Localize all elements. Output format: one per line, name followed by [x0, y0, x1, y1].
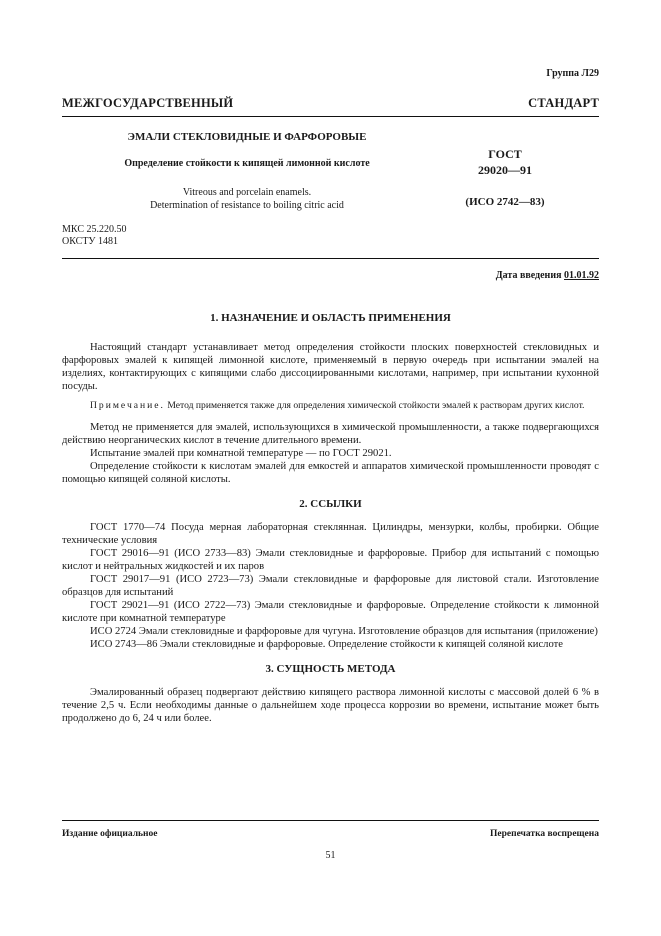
english-title-line-2: Determination of resistance to boiling citric acid	[150, 200, 344, 211]
document-title: ЭМАЛИ СТЕКЛОВИДНЫЕ И ФАРФОРОВЫЕ	[127, 131, 367, 143]
section-1-paragraph-3: Испытание эмалей при комнатной температуре — по ГОСТ 29021.	[90, 448, 392, 459]
section-1-paragraph-4: Определение стойкости к кислотам эмалей для емкостей и аппаратов химической промышленности проводят с помощью кипящей соляной кислоты.	[62, 461, 599, 485]
footer-rule	[62, 820, 599, 821]
reference-item: ГОСТ 29016—91 (ИСО 2733—83) Эмали стекловидные и фарфоровые. Прибор для испытаний с помощью кислот и нейтральных жидкостей и их паров	[62, 548, 599, 572]
gost-label: ГОСТ	[488, 147, 522, 161]
mks-code: МКС 25.220.50	[62, 224, 127, 235]
document-subtitle: Определение стойкости к кипящей лимонной кислоте	[124, 158, 370, 169]
introduction-date-label: Дата введения	[495, 270, 564, 281]
reference-item: ГОСТ 29017—91 (ИСО 2723—73) Эмали стекловидные и фарфоровые для листовой стали. Изготовление образцов для испытаний	[62, 574, 599, 598]
page-number: 51	[325, 850, 336, 861]
top-rule	[62, 116, 599, 117]
gost-number: 29020—91	[478, 163, 532, 177]
gost-designation	[435, 146, 575, 178]
introduction-date-value: 01.01.92	[564, 270, 599, 281]
section-2-heading: 2. ССЫЛКИ	[299, 498, 362, 510]
introduction-date	[496, 270, 599, 281]
iso-designation: (ИСО 2742—83)	[465, 196, 545, 208]
reprint-note: Перепечатка воспрещена	[489, 829, 599, 839]
section-1-paragraph-1: Настоящий стандарт устанавливает метод определения стойкости плоских поверхностей стекловидных и фарфоровых эмалей к кипящей лимонной кислоте, применяемый в первую очередь при испытании эмалей на изделиях, контактирующих с кипящими слабо диссоциированными кислотами, например, при испытании кухонной посуды.	[62, 342, 599, 392]
note-label: Примечание.	[90, 400, 165, 411]
classification-codes	[62, 224, 126, 248]
section-3-heading: 3. СУЩНОСТЬ МЕТОДА	[265, 663, 396, 675]
title-block-rule	[62, 258, 599, 259]
group-code: Группа Л29	[546, 68, 599, 79]
english-title-line-1: Vitreous and porcelain enamels.	[182, 187, 312, 198]
section-1-note	[62, 400, 599, 412]
section-1-heading: 1. НАЗНАЧЕНИЕ И ОБЛАСТЬ ПРИМЕНЕНИЯ	[210, 312, 451, 324]
standard-type-heading: МЕЖГОСУДАРСТВЕННЫЙ СТАНДАРТ	[62, 96, 599, 110]
note-text: Метод применяется также для определения химической стойкости эмалей к растворам других кислот.	[164, 400, 585, 411]
reference-item: ГОСТ 1770—74 Посуда мерная лабораторная стеклянная. Цилиндры, мензурки, колбы, пробирки. Общие технические условия	[62, 522, 599, 546]
document-body	[62, 312, 599, 725]
reference-item: ГОСТ 29021—91 (ИСО 2722—73) Эмали стекловидные и фарфоровые. Определение стойкости к лимонной кислоте при комнатной температуре	[62, 600, 599, 624]
section-1-paragraph-2: Метод не применяется для эмалей, использующихся в химической промышленности, а также подвергающихся действию неорганических кислот в течение длительного времени.	[62, 422, 599, 446]
reference-item: ИСО 2724 Эмали стекловидные и фарфоровые для чугуна. Изготовление образцов для испытания (приложение)	[90, 626, 598, 637]
okstu-code: ОКСТУ 1481	[62, 236, 119, 247]
section-3-paragraph-1: Эмалированный образец подвергают действию кипящего раствора лимонной кислоты с массовой долей 6 % в течение 2,5 ч. Если необходимы данные о дальнейшем ходе процесса коррозии во времени, испытание может быть продолжено до 6, 24 ч или более.	[62, 687, 599, 724]
reference-item: ИСО 2743—86 Эмали стекловидные и фарфоровые. Определение стойкости к кипящей соляной кислоте	[90, 639, 563, 650]
edition-note: Издание официальное	[62, 829, 158, 839]
english-title	[62, 186, 432, 212]
